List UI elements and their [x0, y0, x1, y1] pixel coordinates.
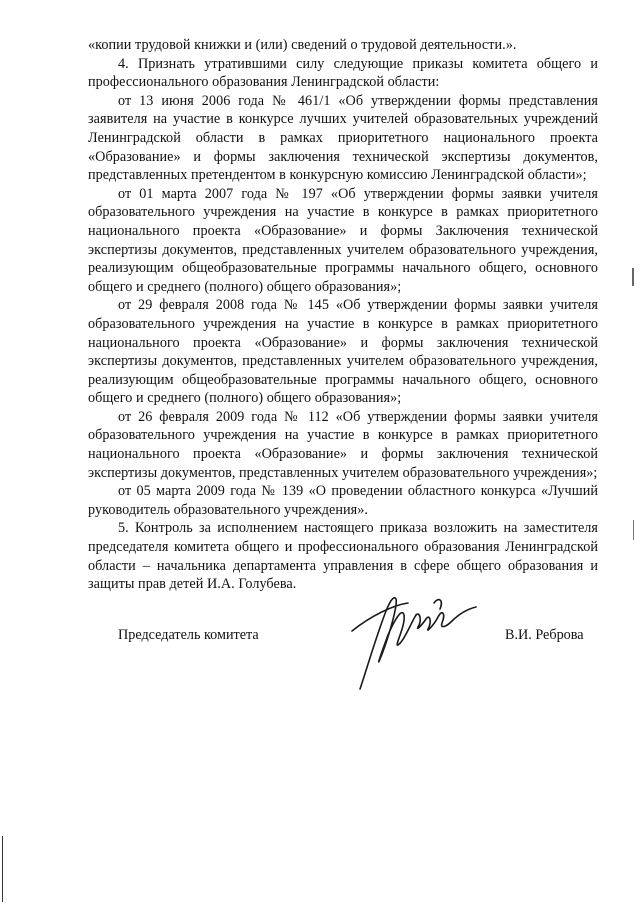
scan-edge-mark — [633, 520, 634, 540]
handwritten-signature — [342, 585, 482, 695]
signatory-position: Председатель комитета — [118, 627, 259, 643]
repealed-order-112: от 26 февраля 2009 года № 112 «Об утверждении формы заявки учителя образовательного учреждения на участие в конкурсе в рамках приоритетного национального проекта «Образование» и формы заключения технической экспертизы документов, представленных учителем образовательного учреждения»; — [88, 408, 598, 481]
paragraph-continuation: «копии трудовой книжки и (или) сведений о трудовой деятельности.». — [88, 37, 517, 53]
repealed-order-197: от 01 марта 2007 года № 197 «Об утверждении формы заявки учителя образовательного учреждения на участие в конкурсе в рамках приоритетного национального проекта «Образование» и формы Заключения технической экспертизы документов, представленных учителем образовательного учреждения, реализующим общеобразовательные программы начального общего, основного общего и среднего (полного) общего образования»; — [88, 185, 598, 295]
paragraph-item-4: 4. Признать утратившими силу следующие приказы комитета общего и профессионального образования Ленинградской области: — [88, 55, 598, 91]
signatory-name: В.И. Реброва — [505, 627, 584, 643]
repealed-order-145: от 29 февраля 2008 года № 145 «Об утверждении формы заявки учителя образовательного учреждения на участие в конкурсе в рамках приоритетного национального проекта «Образование» и формы заключения технической экспертизы документов, представленных учителем образовательного учреждения, реализующим общеобразовательные программы начального общего, основного общего и среднего (полного) общего образования»; — [88, 297, 598, 407]
scan-edge-mark — [632, 268, 634, 286]
scan-edge-mark — [2, 836, 3, 902]
repealed-order-461: от 13 июня 2006 года № 461/1 «Об утверждении формы представления заявителя на участие в конкурсе лучших учителей образовательных учреждений Ленинградской области в рамках приоритетного национального проекта «Образование» и формы заключения технической экспертизы документов, представленных претендентом в конкурсную комиссию Ленинградской области»; — [88, 92, 598, 184]
repealed-order-139: от 05 марта 2009 года № 139 «О проведении областного конкурса «Лучший руководитель образовательного учреждения». — [88, 483, 598, 518]
paragraph-item-5: 5. Контроль за исполнением настоящего приказа возложить на заместителя председателя комитета общего и профессионального образования Ленинградской области – начальника департамента управления в сфере общего образования и защиты прав детей И.А. Голубева. — [88, 520, 598, 593]
document-body — [88, 36, 598, 594]
